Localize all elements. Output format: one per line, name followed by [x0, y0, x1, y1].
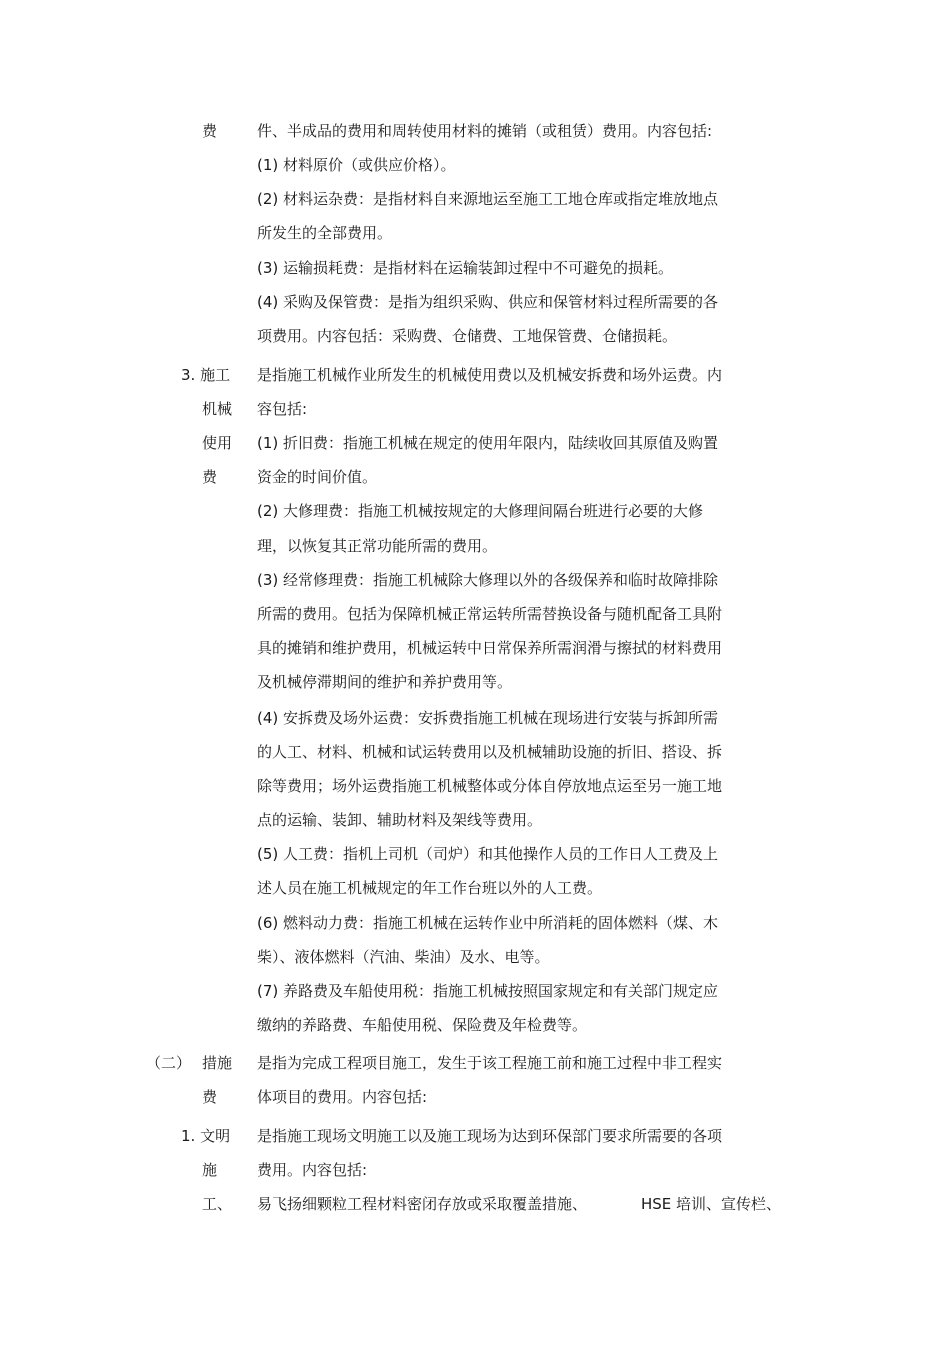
text-line: 述人员在施工机械规定的年工作台班以外的人工费。	[257, 879, 603, 897]
text-line: 项费用。内容包括：采购费、仓储费、工地保管费、仓储损耗。	[257, 327, 678, 345]
text-line: (1) 材料原价（或供应价格）。	[257, 156, 456, 174]
text-line: 费用。内容包括:	[257, 1161, 368, 1179]
text-line: (1) 折旧费：指施工机械在规定的使用年限内，陆续收回其原值及购置	[257, 434, 719, 452]
text-line: 件、半成品的费用和周转使用材料的摊销（或租赁）费用。内容包括:	[257, 122, 713, 140]
section-number: （二）	[146, 1054, 192, 1072]
text-line: 资金的时间价值。	[257, 468, 378, 486]
text-line: 容包括:	[257, 400, 308, 418]
section-heading: 施	[202, 1161, 218, 1179]
text-line: 缴纳的养路费、车船使用税、保险费及年检费等。	[257, 1016, 588, 1034]
section-heading: 费	[202, 468, 218, 486]
text-line: 点的运输、装卸、辅助材料及架线等费用。	[257, 811, 543, 829]
text-line: (3) 经常修理费：指施工机械除大修理以外的各级保养和临时故障排除	[257, 571, 719, 589]
text-line: 是指施工机械作业所发生的机械使用费以及机械安拆费和场外运费。内	[257, 366, 723, 384]
text-line: (5) 人工费：指机上司机（司炉）和其他操作人员的工作日人工费及上	[257, 845, 719, 863]
text-line: (7) 养路费及车船使用税：指施工机械按照国家规定和有关部门规定应	[257, 982, 719, 1000]
text-line: 的人工、材料、机械和试运转费用以及机械辅助设施的折旧、搭设、拆	[257, 743, 723, 761]
text-line: 柴）、液体燃料（汽油、柴油）及水、电等。	[257, 948, 550, 966]
text-line: 所需的费用。包括为保障机械正常运转所需替换设备与随机配备工具附	[257, 605, 723, 623]
section-heading: 机械	[202, 400, 233, 418]
section-heading: 1. 文明	[181, 1127, 231, 1145]
text-line: 体项目的费用。内容包括:	[257, 1088, 428, 1106]
text-line: 是指为完成工程项目施工，发生于该工程施工前和施工过程中非工程实	[257, 1054, 723, 1072]
section-heading: 3. 施工	[181, 366, 231, 384]
text-line: (2) 材料运杂费：是指材料自来源地运至施工工地仓库或指定堆放地点	[257, 190, 719, 208]
text-line: (6) 燃料动力费：指施工机械在运转作业中所消耗的固体燃料（煤、木	[257, 914, 719, 932]
section-heading: 措施	[202, 1054, 233, 1072]
text-line: HSE 培训、宣传栏、	[641, 1195, 782, 1213]
text-line: 理，以恢复其正常功能所需的费用。	[257, 537, 498, 555]
text-line: 所发生的全部费用。	[257, 224, 393, 242]
section-heading: 使用	[202, 434, 233, 452]
text-line: 具的摊销和维护费用，机械运转中日常保养所需润滑与擦拭的材料费用	[257, 639, 723, 657]
section-heading: 费	[202, 1088, 218, 1106]
text-line: 是指施工现场文明施工以及施工现场为达到环保部门要求所需要的各项	[257, 1127, 723, 1145]
text-line: (4) 采购及保管费：是指为组织采购、供应和保管材料过程所需要的各	[257, 293, 719, 311]
section-heading: 工、	[202, 1195, 233, 1213]
text-line: 及机械停滞期间的维护和养护费用等。	[257, 673, 513, 691]
text-line: (2) 大修理费：指施工机械按规定的大修理间隔台班进行必要的大修	[257, 502, 704, 520]
text-line: (3) 运输损耗费：是指材料在运输装卸过程中不可避免的损耗。	[257, 259, 674, 277]
text-line: 除等费用；场外运费指施工机械整体或分体自停放地点运至另一施工地	[257, 777, 723, 795]
text-line: 费	[202, 122, 218, 140]
text-line: 易飞扬细颗粒工程材料密闭存放或采取覆盖措施、	[257, 1195, 588, 1213]
text-line: (4) 安拆费及场外运费：安拆费指施工机械在现场进行安装与拆卸所需	[257, 709, 719, 727]
